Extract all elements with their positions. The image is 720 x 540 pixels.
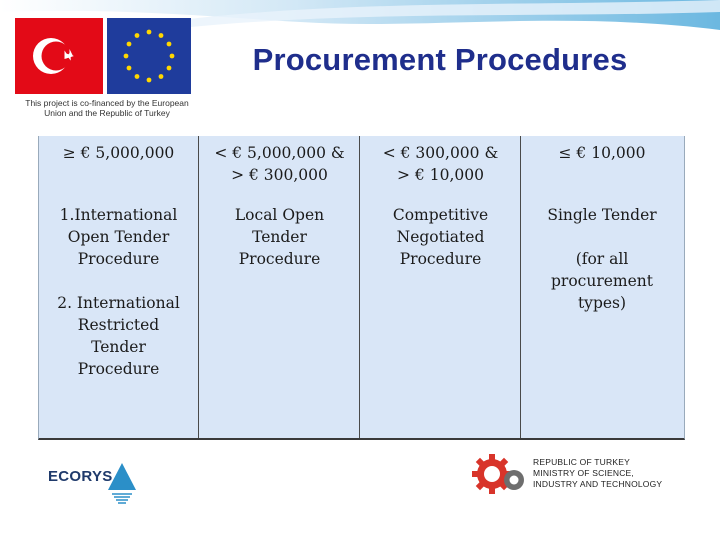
column-header xyxy=(522,142,682,164)
procedure-text: Tender xyxy=(252,228,307,246)
table-column-4 xyxy=(522,136,682,438)
procedure-text: Procedure xyxy=(238,250,321,268)
cofinance-note xyxy=(12,98,202,118)
procedure-text: Restricted xyxy=(77,316,160,334)
threshold-text: > € 10,000 xyxy=(397,166,484,184)
eu-flag xyxy=(107,18,191,94)
procedure-text: Local Open xyxy=(234,206,325,224)
procedure-text: Procedure xyxy=(77,250,160,268)
ministry-line-2: MINISTRY OF SCIENCE, xyxy=(533,468,634,478)
threshold-text: > € 300,000 xyxy=(231,166,328,184)
procedure-text: Procedure xyxy=(399,250,482,268)
table-column-3 xyxy=(361,136,521,438)
procedure-text: Procedure xyxy=(77,360,160,378)
cofinance-line-1: This project is co-financed by the European xyxy=(25,98,189,108)
procedures-table xyxy=(38,136,685,440)
procedure-text: Competitive xyxy=(392,206,489,224)
column-header xyxy=(200,142,359,186)
flags-logo xyxy=(15,18,191,94)
column-body xyxy=(204,204,355,270)
column-body xyxy=(526,204,678,314)
procedure-text: 1.International xyxy=(59,206,178,224)
procedure-text: 2. International xyxy=(57,294,180,312)
column-body xyxy=(43,204,194,380)
procedure-text: (for all xyxy=(575,250,629,268)
ministry-name xyxy=(533,457,662,490)
procedure-text: procurement xyxy=(551,272,653,290)
table-column-2 xyxy=(200,136,360,438)
ministry-gear-icon xyxy=(470,452,530,496)
procedure-text: Single Tender xyxy=(547,206,657,224)
procedure-text: Open Tender xyxy=(67,228,170,246)
procedure-text: Negotiated xyxy=(396,228,485,246)
threshold-text: ≤ € 10,000 xyxy=(558,144,646,162)
spacer xyxy=(43,270,194,292)
procedure-text: types) xyxy=(577,294,627,312)
column-body xyxy=(365,204,516,270)
column-header xyxy=(361,142,520,186)
cofinance-line-2: Union and the Republic of Turkey xyxy=(44,108,170,118)
threshold-text: < € 300,000 & xyxy=(382,144,499,162)
threshold-text: ≥ € 5,000,000 xyxy=(62,144,175,162)
spacer xyxy=(526,226,678,248)
threshold-text: < € 5,000,000 & xyxy=(214,144,345,162)
ministry-line-1: REPUBLIC OF TURKEY xyxy=(533,457,630,467)
column-header xyxy=(39,142,198,164)
table-column-1 xyxy=(39,136,199,438)
ecorys-name: ECORYS xyxy=(48,468,113,485)
ministry-line-3: INDUSTRY AND TECHNOLOGY xyxy=(533,479,663,489)
page-title: Procurement Procedures xyxy=(252,42,628,77)
procedure-text: Tender xyxy=(91,338,146,356)
